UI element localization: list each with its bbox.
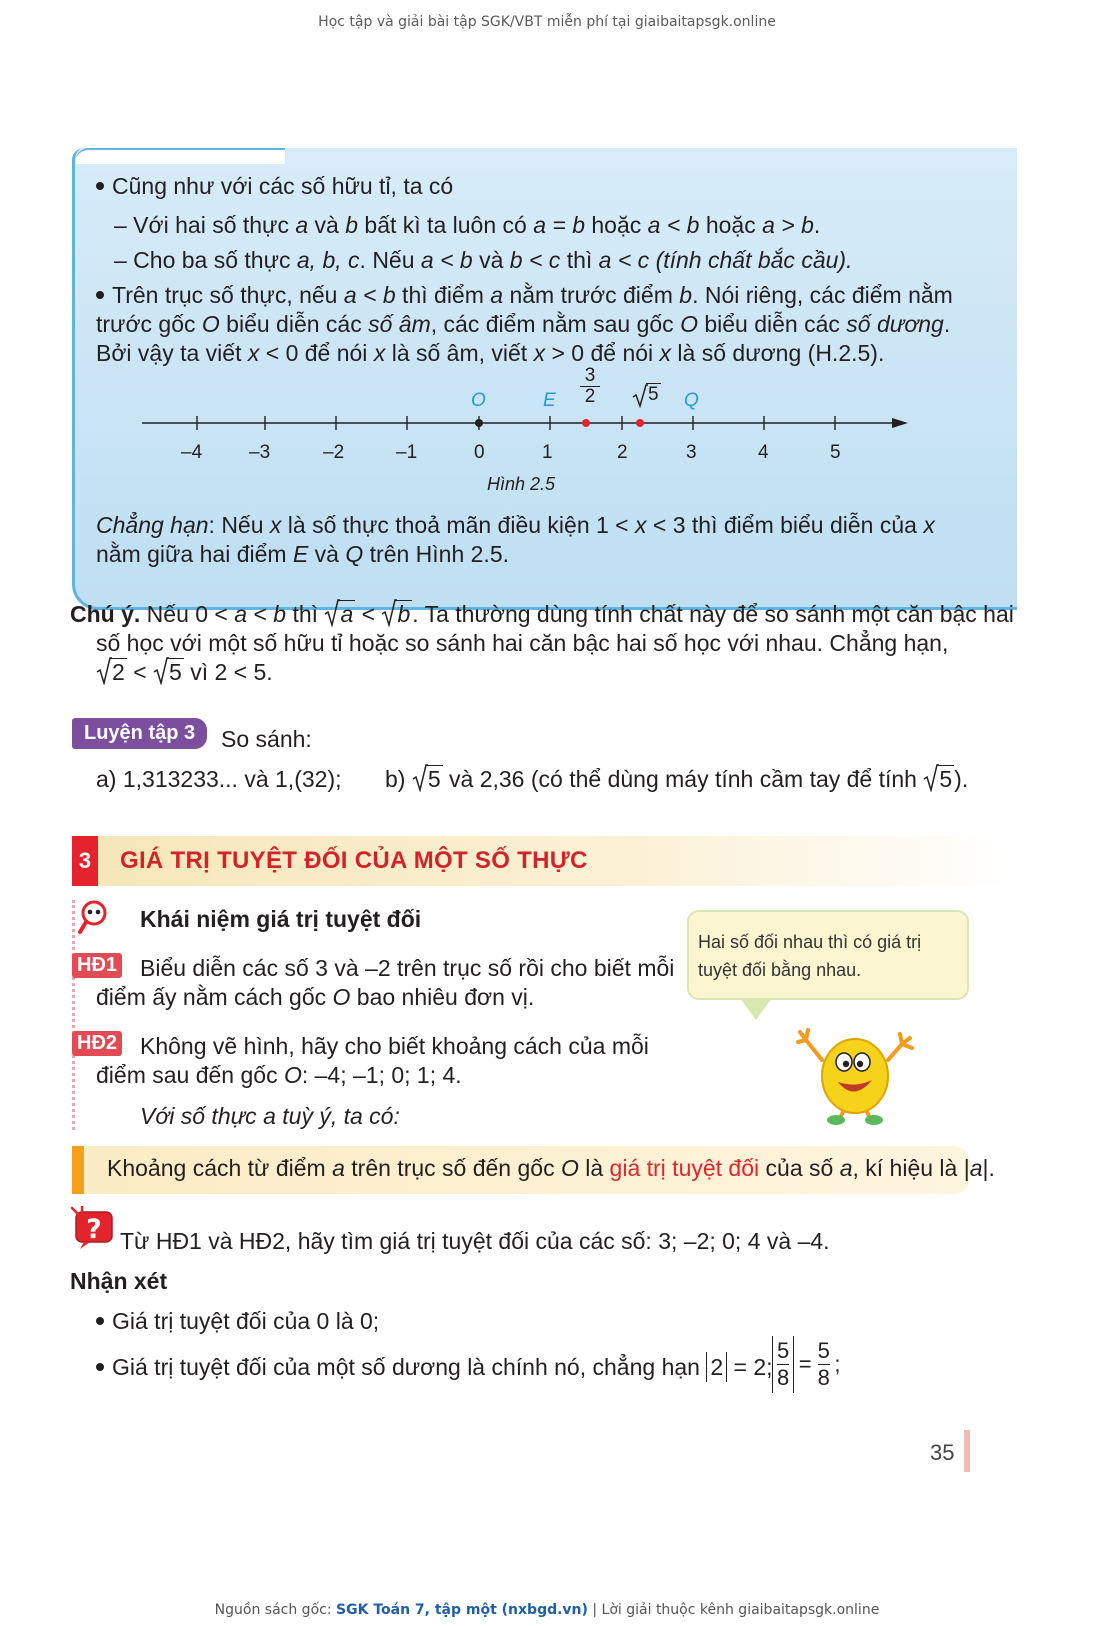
remark-2: Giá trị tuyệt đối của một số dương là chính nó, chẳng hạn 2 = 2; bbox=[96, 1352, 773, 1382]
number-line bbox=[140, 415, 910, 435]
tick-label: –1 bbox=[396, 442, 418, 463]
tick-label: 5 bbox=[830, 442, 841, 463]
remark-1: Giá trị tuyệt đối của 0 là 0; bbox=[96, 1306, 379, 1336]
intro-line: Với số thực a tuỳ ý, ta có: bbox=[140, 1103, 400, 1129]
theory-bullet-2-line-1: Trên trục số thực, nếu a < b thì điểm a nằm trước điểm b. Nói riêng, các điểm nằm bbox=[96, 280, 953, 310]
practice-a: a) 1,313233... và 1,(32); bbox=[96, 766, 342, 792]
point-origin bbox=[475, 419, 483, 427]
definition-text: Khoảng cách từ điểm a trên trục số đến gốc O là giá trị tuyệt đối của số a, kí hiệu là |a|. bbox=[107, 1155, 995, 1181]
point-label-e: E bbox=[543, 390, 556, 411]
question-icon bbox=[70, 1206, 116, 1250]
remarks-title: Nhận xét bbox=[70, 1268, 168, 1294]
definition-bar bbox=[72, 1146, 84, 1194]
practice-b: b) 5 và 2,36 (có thể dùng máy tính cầm tay để tính 5). bbox=[385, 766, 969, 792]
dotted-guide bbox=[72, 900, 75, 1130]
theory-dash-1: – Với hai số thực a và b bất kì ta luôn có a = b hoặc a < b hoặc a > b. bbox=[114, 212, 821, 238]
hd2-line-2: điểm sau đến gốc O: –4; –1; 0; 1; 4. bbox=[96, 1062, 462, 1088]
page-header: Học tập và giải bài tập SGK/VBT miễn phí tại giaibaitapsgk.online bbox=[318, 14, 776, 30]
note-line-2: số học với một số hữu tỉ hoặc so sánh hai căn bậc hai số học với nhau. Chẳng hạn, bbox=[96, 630, 949, 656]
tick-label: –3 bbox=[249, 442, 271, 463]
page-number-bar bbox=[964, 1430, 970, 1472]
point-label-o: O bbox=[471, 390, 486, 411]
hd2-line-1: Không vẽ hình, hãy cho biết khoảng cách của mỗi bbox=[140, 1033, 649, 1059]
hd1-line-2: điểm ấy nằm cách gốc O bao nhiêu đơn vị. bbox=[96, 984, 535, 1010]
question-text: Từ HĐ1 và HĐ2, hãy tìm giá trị tuyệt đối của các số: 3; –2; 0; 4 và –4. bbox=[120, 1228, 830, 1254]
point-three-halves bbox=[582, 419, 590, 427]
tick-label: –2 bbox=[323, 442, 345, 463]
tick-label: 4 bbox=[758, 442, 769, 463]
point-label-three-halves: $\frac{3}{2}$ bbox=[580, 366, 600, 407]
note-line-3: 2 < 5 vì 2 < 5. bbox=[96, 657, 273, 687]
practice-prompt: So sánh: bbox=[221, 726, 312, 752]
figure-caption: Hình 2.5 bbox=[487, 474, 556, 494]
section-title: GIÁ TRỊ TUYỆT ĐỐI CỦA MỘT SỐ THỰC bbox=[120, 847, 588, 874]
tick-label: 1 bbox=[542, 442, 553, 463]
speech-bubble-tail bbox=[740, 998, 772, 1020]
page-footer: Nguồn sách gốc: SGK Toán 7, tập một (nxbgd.vn) | Lời giải thuộc kênh giaibaitapsgk.online bbox=[214, 1602, 880, 1618]
example-line-1: Chẳng hạn: Nếu x là số thực thoả mãn điều kiện 1 < x < 3 thì điểm biểu diễn của x bbox=[96, 512, 935, 538]
point-label-q: Q bbox=[684, 390, 699, 411]
tick-label: –4 bbox=[181, 442, 203, 463]
remark-2-fraction-abs: $\frac{5}{8}$ = $\frac{5}{8}$ ; bbox=[772, 1336, 841, 1393]
point-sqrt5 bbox=[636, 419, 644, 427]
hd1-badge: HĐ1 bbox=[72, 953, 122, 978]
theory-bullet-2-line-2: trước gốc O biểu diễn các số âm, các điểm nằm sau gốc O biểu diễn các số dương. bbox=[96, 311, 951, 337]
concept-heading: Khái niệm giá trị tuyệt đối bbox=[140, 906, 422, 932]
mascot-icon bbox=[796, 1018, 914, 1126]
magnifier-icon bbox=[78, 898, 112, 936]
theory-bullet-2-line-3: Bởi vậy ta viết x < 0 để nói x là số âm, viết x > 0 để nói x là số dương (H.2.5). bbox=[96, 340, 885, 366]
page-number: 35 bbox=[930, 1440, 955, 1465]
hd2-badge: HĐ2 bbox=[72, 1031, 122, 1056]
note-line-1: Chú ý. Nếu 0 < a < b thì a < b. Ta thường dùng tính chất này để so sánh một căn bậc hai bbox=[70, 601, 1014, 627]
example-line-2: nằm giữa hai điểm E và Q trên Hình 2.5. bbox=[96, 541, 509, 567]
tick-label: 0 bbox=[474, 442, 485, 463]
theory-dash-2: – Cho ba số thực a, b, c. Nếu a < b và b < c thì a < c (tính chất bắc cầu). bbox=[114, 247, 853, 273]
practice-badge: Luyện tập 3 bbox=[72, 718, 207, 749]
svg-text:?: ? bbox=[86, 1214, 102, 1245]
tick-label: 2 bbox=[617, 442, 628, 463]
theory-bullet-1: Cũng như với các số hữu tỉ, ta có bbox=[96, 171, 453, 201]
tick-label: 3 bbox=[686, 442, 697, 463]
section-number: 3 bbox=[72, 836, 98, 886]
hd1-line-1: Biểu diễn các số 3 và –2 trên trục số rồi cho biết mỗi bbox=[140, 955, 675, 981]
bubble-text: Hai số đối nhau thì có giá trị tuyệt đối bằng nhau. bbox=[698, 932, 922, 980]
point-label-sqrt5: 5 bbox=[632, 384, 661, 406]
